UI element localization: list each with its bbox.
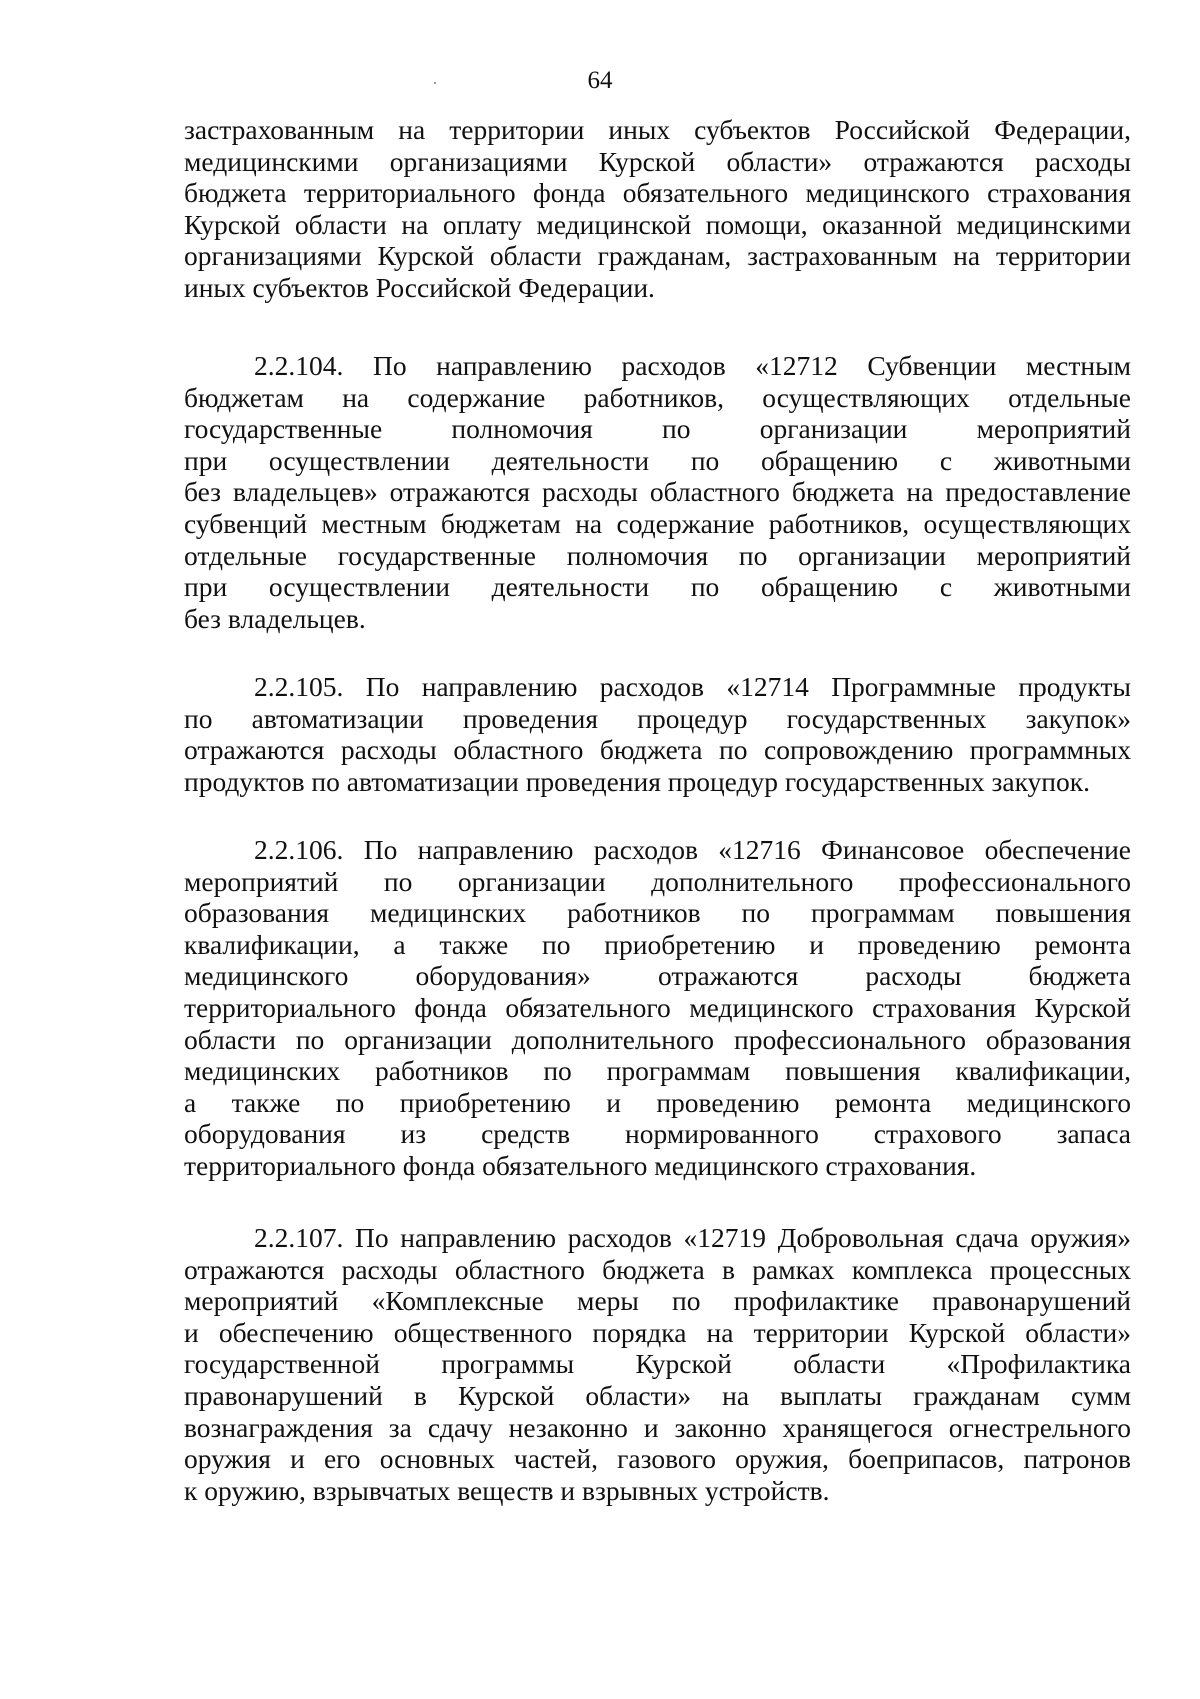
paragraph-line: Курской области на оплату медицинской помощи, оказанной медицинскими <box>184 208 1131 240</box>
paragraph-line: 2.2.107. По направлению расходов «12719 Добровольная сдача оружия» <box>254 1222 1131 1253</box>
paragraph-line: продуктов по автоматизации проведения процедур государственных закупок. <box>184 765 1090 797</box>
paragraph-line: при осуществлении деятельности по обращению с животными <box>184 444 1131 476</box>
scan-speck <box>434 82 436 84</box>
paragraph-line: медицинского оборудования» отражаются расходы бюджета <box>184 960 1131 992</box>
paragraph-line: области по организации дополнительного профессионального образования <box>184 1023 1131 1055</box>
paragraph-line: бюджета территориального фонда обязательного медицинского страхования <box>184 177 1131 209</box>
paragraph-line: субвенций местным бюджетам на содержание работников, осуществляющих <box>184 507 1131 539</box>
paragraph-line: государственные полномочия по организации мероприятий <box>184 413 1131 445</box>
paragraph-line: оружия и его основных частей, газового оружия, боеприпасов, патронов <box>184 1443 1131 1475</box>
paragraph-line: отражаются расходы областного бюджета в рамках комплекса процессных <box>184 1253 1131 1285</box>
paragraph-line: по автоматизации проведения процедур государственных закупок» <box>184 702 1131 734</box>
paragraph-line: территориального фонда обязательного медицинского страхования. <box>184 1149 977 1181</box>
paragraph-line: вознаграждения за сдачу незаконно и законно хранящегося огнестрельного <box>184 1411 1131 1443</box>
page-number: 64 <box>587 67 613 94</box>
paragraph-line: территориального фонда обязательного медицинского страхования Курской <box>184 991 1131 1023</box>
paragraph-line: образования медицинских работников по программам повышения <box>184 897 1131 929</box>
paragraph-line: при осуществлении деятельности по обращению с животными <box>184 571 1131 603</box>
paragraph-line: иных субъектов Российской Федерации. <box>184 271 655 303</box>
paragraph-line: организациями Курской области гражданам, застрахованным на территории <box>184 240 1131 272</box>
paragraph-2-2-105 <box>184 671 1131 797</box>
paragraph-line: 2.2.106. По направлению расходов «12716 Финансовое обеспечение <box>254 834 1131 865</box>
paragraph-line: мероприятий по организации дополнительного профессионального <box>184 865 1131 897</box>
paragraph-line: 2.2.104. По направлению расходов «12712 Субвенции местным <box>254 350 1131 381</box>
paragraph-2-2-106 <box>184 834 1131 1182</box>
paragraph-line: без владельцев. <box>184 602 366 634</box>
paragraph-line: медицинских работников по программам повышения квалификации, <box>184 1055 1131 1087</box>
paragraph-2-2-107 <box>184 1222 1131 1506</box>
paragraph-line: отражаются расходы областного бюджета по сопровождению программных <box>184 734 1131 766</box>
paragraph-line: правонарушений в Курской области» на выплаты гражданам сумм <box>184 1379 1131 1411</box>
paragraph-line: мероприятий «Комплексные меры по профилактике правонарушений <box>184 1285 1131 1317</box>
paragraph-intro <box>184 114 1131 304</box>
paragraph-line: а также по приобретению и проведению ремонта медицинского <box>184 1086 1131 1118</box>
paragraph-line: и обеспечению общественного порядка на территории Курской области» <box>184 1316 1131 1348</box>
paragraph-line: отдельные государственные полномочия по организации мероприятий <box>184 539 1131 571</box>
paragraph-line: бюджетам на содержание работников, осуществляющих отдельные <box>184 381 1131 413</box>
paragraph-line: государственной программы Курской области «Профилактика <box>184 1348 1131 1380</box>
paragraph-line: застрахованным на территории иных субъектов Российской Федерации, <box>184 114 1131 145</box>
paragraph-line: к оружию, взрывчатых веществ и взрывных устройств. <box>184 1474 830 1506</box>
paragraph-2-2-104 <box>184 350 1131 634</box>
paragraph-line: 2.2.105. По направлению расходов «12714 Программные продукты <box>254 671 1131 702</box>
paragraph-line: квалификации, а также по приобретению и проведению ремонта <box>184 928 1131 960</box>
paragraph-line: без владельцев» отражаются расходы областного бюджета на предоставление <box>184 476 1131 508</box>
paragraph-line: оборудования из средств нормированного страхового запаса <box>184 1118 1131 1150</box>
paragraph-line: медицинскими организациями Курской области» отражаются расходы <box>184 145 1131 177</box>
